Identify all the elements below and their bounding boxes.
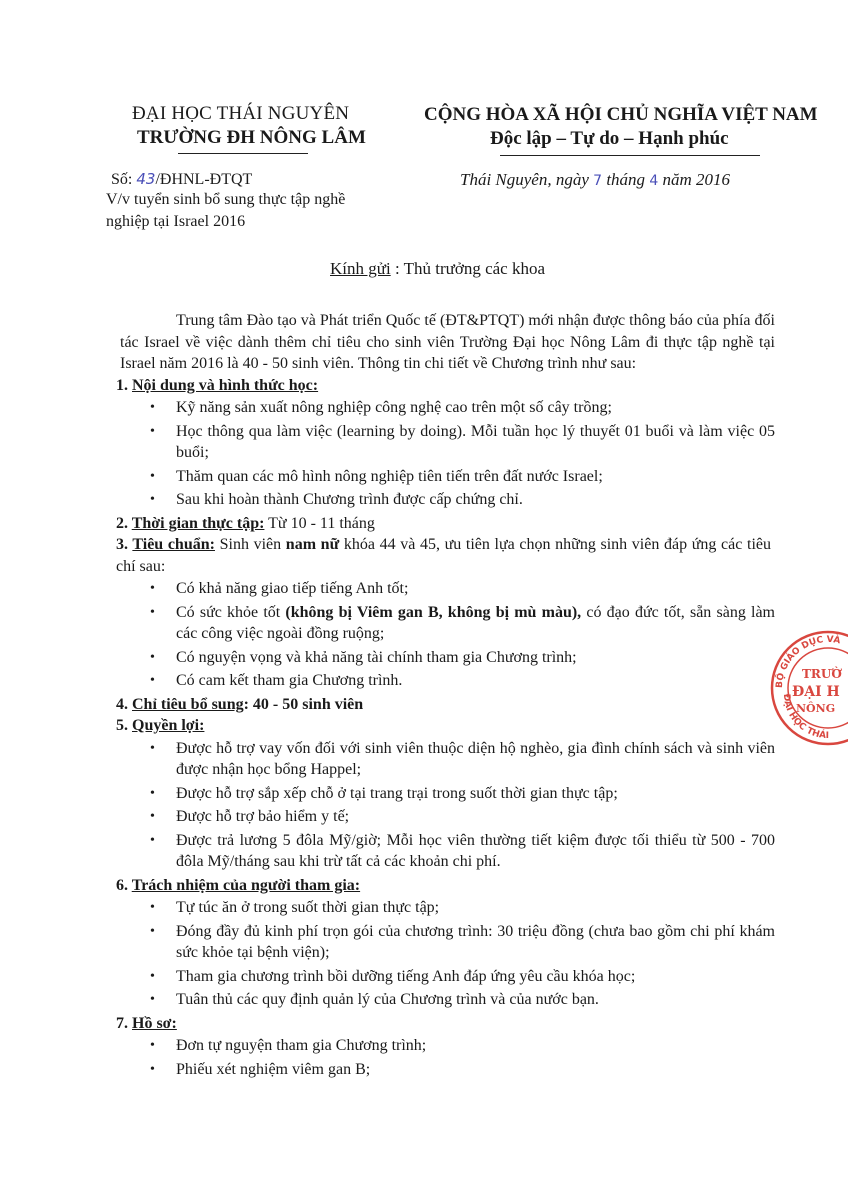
list-item: • Đóng đầy đủ kinh phí trọn gói của chương trình: 30 triệu đồng (chưa bao gồm chi phí khám sức khỏe tại bệnh viện); [150,922,775,961]
seal-inner-line2: ĐẠI H [792,684,840,700]
document-number: Số: 43/ĐHNL-ĐTQT [111,170,253,188]
list-item: • Được hỗ trợ vay vốn đối với sinh viên thuộc diện hộ nghèo, gia đình chính sách và sinh viên được nhận học bổng Happel; [150,739,775,778]
section-heading: 4. Chỉ tiêu bổ sung: 40 - 50 sinh viên [116,695,364,713]
list-item: • Sau khi hoàn thành Chương trình được cấp chứng chỉ. [150,491,523,508]
seal-inner-line3: NÔNG [796,702,836,715]
list-item: • Tự túc ăn ở trong suốt thời gian thực tập; [150,899,440,916]
seal-inner-line1: TRƯỜ [802,667,842,681]
list-item: • Tuân thủ các quy định quản lý của Chương trình và của nước bạn. [150,991,599,1008]
list-item: • Được hỗ trợ bảo hiểm y tế; [150,808,350,825]
handwritten-month: 4 [649,173,659,189]
seal-ring-top-text: BỘ GIÁO DỤC VÀ [774,634,842,689]
section-heading: 5. Quyền lợi: [116,717,205,734]
section-1-list [120,397,775,511]
school-name-underline [178,153,308,154]
list-item: • Có khả năng giao tiếp tiếng Anh tốt; [150,580,409,597]
section-heading: 7. Hồ sơ: [116,1014,177,1032]
section-heading: 2. Thời gian thực tập: Từ 10 - 11 tháng [116,514,375,532]
section-6-list [120,897,775,1011]
svg-text:ĐẠI HỌC THÁI [781,693,829,741]
date-line: Thái Nguyên, ngày 7 tháng 4 năm 2016 [460,170,731,189]
list-item: • Đơn tự nguyện tham gia Chương trình; [150,1037,427,1054]
school-name: TRƯỜNG ĐH NÔNG LÂM [137,127,366,148]
section-5-list [120,738,775,873]
section-heading: 6. Trách nhiệm của người tham gia: [116,876,361,894]
list-item: • Được trả lương 5 đôla Mỹ/giờ; Mỗi học viên thường tiết kiệm được tối thiểu từ 500 - 700 đôla Mỹ/tháng sau khi trừ tất cả các khoản chi phí. [150,831,775,870]
motto-underline [500,155,760,156]
list-item: • Tham gia chương trình bồi dưỡng tiếng Anh đáp ứng yêu cầu khóa học; [150,967,636,985]
handwritten-day: 7 [593,173,603,189]
list-item: • Thăm quan các mô hình nông nghiệp tiên tiến trên đất nước Israel; [150,467,603,485]
recipient-line: Kính gửi : Thủ trưởng các khoa [330,259,546,278]
seal-ring-bottom-text: ĐẠI HỌC THÁI [780,693,830,742]
section-heading: 1. Nội dung và hình thức học: [116,376,319,394]
official-seal [768,628,848,748]
list-item: • Có cam kết tham gia Chương trình. [150,672,403,689]
list-item: • Kỹ năng sản xuất nông nghiệp công nghệ cao trên một số cây trồng; [150,399,612,416]
section-heading: 3. Tiêu chuẩn: Sinh viên nam nữ khóa 44 và 45, ưu tiên lựa chọn những sinh viên đáp ứng các tiêu chí sau: [116,536,771,575]
list-item: • Có nguyện vọng và khả năng tài chính tham gia Chương trình; [150,648,577,666]
handwritten-number: 43 [136,170,156,188]
list-item: • Có sức khỏe tốt (không bị Viêm gan B, không bị mù màu), có đạo đức tốt, sẵn sàng làm các công việc ngoài đồng ruộng; [150,603,775,642]
ministry-name: ĐẠI HỌC THÁI NGUYÊN [132,103,350,124]
section-3-list [120,578,775,692]
list-item: • Phiếu xét nghiệm viêm gan B; [150,1060,371,1078]
section-7-list [120,1035,775,1080]
list-item: • Được hỗ trợ sắp xếp chỗ ở tại trang trại trong suốt thời gian thực tập; [150,784,618,802]
country-title: CỘNG HÒA XÃ HỘI CHỦ NGHĨA VIỆT NAM [424,104,818,125]
country-motto: Độc lập – Tự do – Hạnh phúc [490,128,729,149]
document-body [116,310,775,1082]
intro-paragraph: Trung tâm Đào tạo và Phát triển Quốc tế (ĐT&PTQT) mới nhận được thông báo của phía đối tác Israel về việc dành thêm chỉ tiêu cho sinh viên Trường Đại học Nông Lâm đi thực tập nghề tại Israel năm 2016 là 40 - 50 sinh viên. Thông tin chi tiết về Chương trình như sau: [120,312,775,372]
list-item: • Học thông qua làm việc (learning by doing). Mỗi tuần học lý thuyết 01 buổi và làm việc 05 buổi; [150,422,775,461]
document-subject: V/v tuyển sinh bổ sung thực tập nghề nghiệp tại Israel 2016 [106,191,346,230]
